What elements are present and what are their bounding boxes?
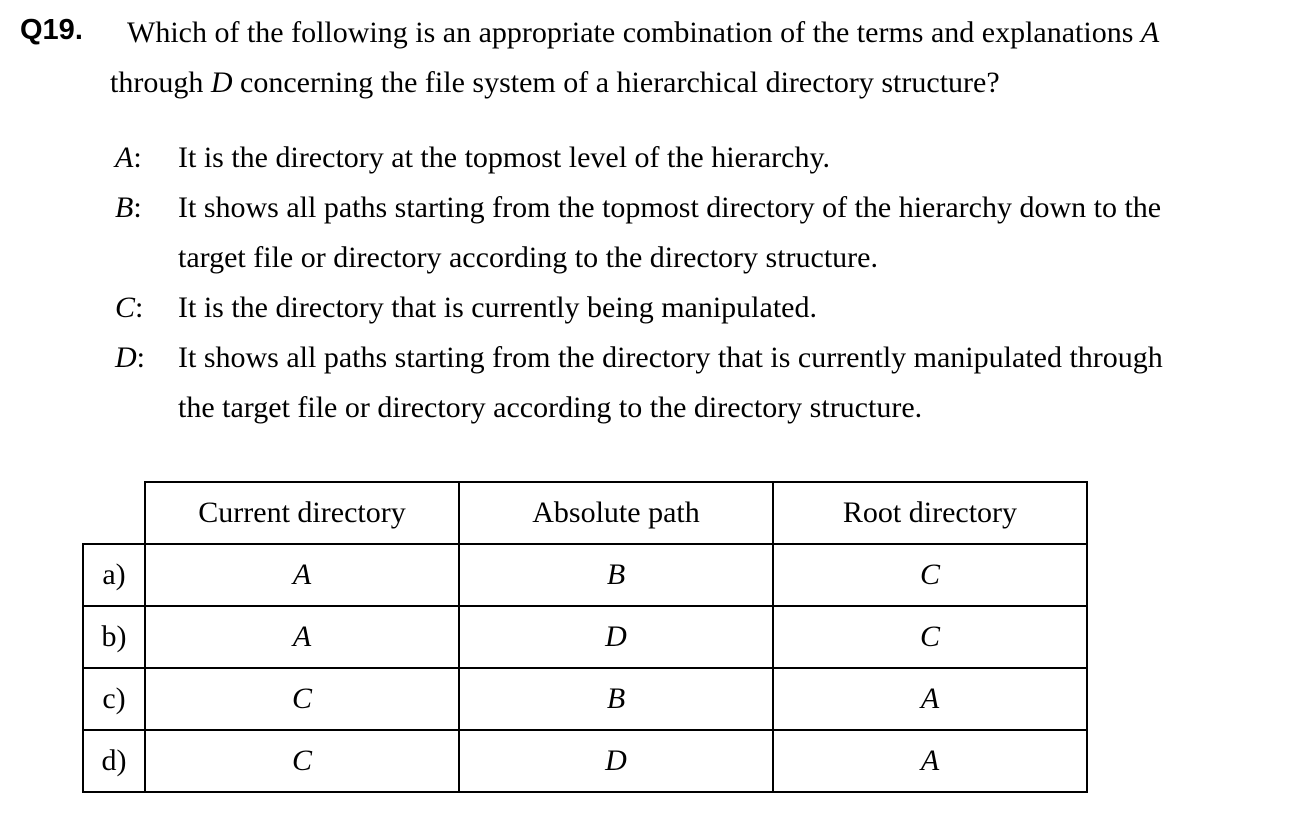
question-line-1 bbox=[127, 16, 1159, 50]
table-row[interactable] bbox=[83, 606, 1087, 668]
table-cell: C bbox=[773, 544, 1087, 606]
table-corner bbox=[83, 482, 145, 544]
header-absolute-path: Absolute path bbox=[459, 482, 773, 544]
explanation-text: It is the directory that is currently being manipulated. bbox=[178, 291, 817, 324]
table-cell: D bbox=[459, 730, 773, 792]
option-label[interactable]: d) bbox=[83, 730, 145, 792]
table-cell: A bbox=[773, 668, 1087, 730]
table-cell: C bbox=[145, 730, 459, 792]
explanation-text: It shows all paths starting from the topmost directory of the hierarchy down to the bbox=[178, 191, 1162, 224]
explanation-label: C: bbox=[115, 291, 144, 324]
question-line-2-post: concerning the file system of a hierarchical directory structure? bbox=[232, 66, 1000, 99]
explanation-text: It shows all paths starting from the directory that is currently manipulated through bbox=[178, 341, 1163, 374]
explanation-text: the target file or directory according to the directory structure. bbox=[178, 391, 923, 424]
table-cell: C bbox=[145, 668, 459, 730]
table-row[interactable] bbox=[83, 544, 1087, 606]
header-root-directory: Root directory bbox=[773, 482, 1087, 544]
table-cell: B bbox=[459, 544, 773, 606]
question-line-2-pre: through bbox=[110, 66, 211, 99]
question-number: Q19. bbox=[20, 14, 83, 46]
table-cell: C bbox=[773, 606, 1087, 668]
table-cell: A bbox=[145, 544, 459, 606]
explanation-label: A: bbox=[115, 141, 142, 174]
option-label[interactable]: c) bbox=[83, 668, 145, 730]
question-var-a: A bbox=[1140, 16, 1160, 49]
table-cell: A bbox=[145, 606, 459, 668]
question-var-d: D bbox=[210, 66, 233, 99]
explanation-text: It is the directory at the topmost level of the hierarchy. bbox=[178, 141, 831, 174]
explanation-text: target file or directory according to the directory structure. bbox=[178, 241, 878, 274]
question-line-2 bbox=[110, 66, 1000, 100]
answer-table bbox=[82, 481, 1088, 793]
table-cell: A bbox=[773, 730, 1087, 792]
table-cell: B bbox=[459, 668, 773, 730]
table-header-row bbox=[83, 482, 1087, 544]
option-label[interactable]: a) bbox=[83, 544, 145, 606]
explanation-label: B: bbox=[115, 191, 142, 224]
table-row[interactable] bbox=[83, 730, 1087, 792]
explanation-label: D: bbox=[115, 341, 146, 374]
question-line-1-text: Which of the following is an appropriate combination of the terms and explanations bbox=[127, 16, 1141, 49]
table-cell: D bbox=[459, 606, 773, 668]
table-row[interactable] bbox=[83, 668, 1087, 730]
header-current-directory: Current directory bbox=[145, 482, 459, 544]
option-label[interactable]: b) bbox=[83, 606, 145, 668]
